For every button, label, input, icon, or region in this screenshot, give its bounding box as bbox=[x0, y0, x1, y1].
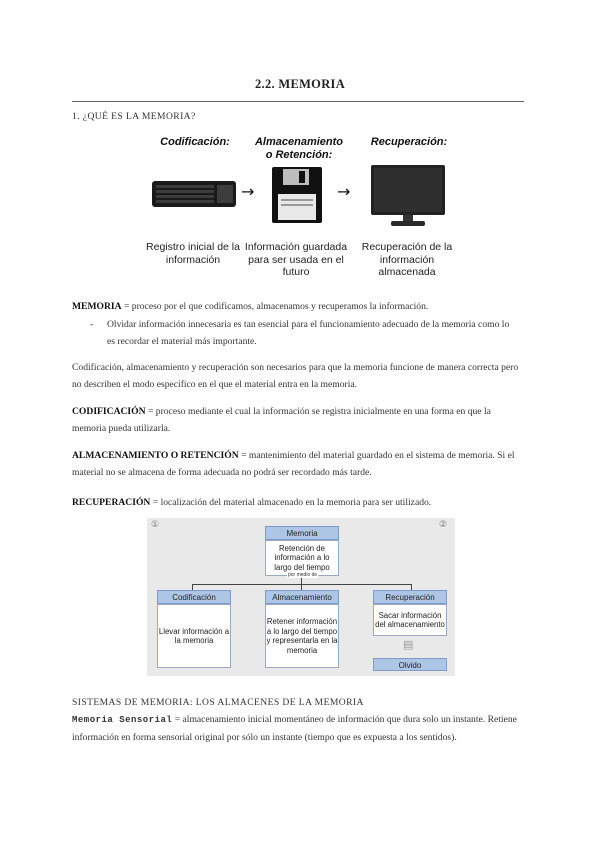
diagram-node-desc: Retener información a lo largo del tiempo y representarla en la memoria bbox=[265, 604, 339, 668]
stage-caption-codificacion: Registro inicial de la información bbox=[146, 241, 240, 266]
term: MEMORIA bbox=[72, 301, 122, 312]
stage-header-recuperacion: Recuperación: bbox=[370, 136, 448, 148]
definition-text: = proceso mediante el cual la información se registra inicialmente en una forma en que la memoria pueda utilizarla. bbox=[72, 406, 491, 434]
paragraph: Codificación, almacenamiento y recuperación son necesarios para que la memoria funcione de manera correcta pero no describen el modo específico en el que el material entra en la memoria. bbox=[72, 362, 519, 390]
definition-text: = mantenimiento del material guardado en el sistema de memoria. Si el material no se almacena de forma adecuada no podrá ser recordado más tarde. bbox=[72, 450, 515, 478]
definition-text: = localización del material almacenado en la memoria para ser utilizado. bbox=[150, 497, 432, 508]
almacenamiento-definition bbox=[72, 447, 524, 481]
term: RECUPERACIÓN bbox=[72, 497, 151, 508]
corner-marker: ① bbox=[151, 520, 160, 530]
arrow-right-icon: → bbox=[337, 182, 351, 201]
diagram-node-olvido: Olvido bbox=[373, 658, 447, 671]
term: ALMACENAMIENTO O RETENCIÓN bbox=[72, 450, 239, 461]
title-divider bbox=[72, 101, 524, 102]
memory-process-figure bbox=[147, 133, 455, 281]
definition-text: = almacenamiento inicial momentáneo de información que dura solo un instante. Retiene información en forma sensorial original por sólo un instante (tiempo que es expuesta a los sentidos). bbox=[72, 714, 517, 743]
floppy-disk-icon bbox=[271, 166, 323, 224]
corner-marker: ② bbox=[439, 520, 448, 530]
monitor-icon bbox=[369, 163, 447, 229]
term: CODIFICACIÓN bbox=[72, 406, 146, 417]
section-heading: 1. ¿QUÉ ES LA MEMORIA? bbox=[72, 111, 196, 122]
bullet-marker: - bbox=[90, 319, 94, 330]
diagram-node-codificacion: Codificación bbox=[157, 590, 231, 604]
definition-text: = proceso por el que codificamos, almacenamos y recuperamos la información. bbox=[121, 301, 429, 312]
stage-header-almacenamiento: Almacenamiento o Retención: bbox=[254, 136, 344, 161]
sensorial-definition bbox=[72, 711, 524, 746]
memory-diagram bbox=[147, 518, 455, 676]
stage-header-codificacion: Codificación: bbox=[160, 136, 230, 148]
codificacion-definition bbox=[72, 403, 524, 437]
section-heading: SISTEMAS DE MEMORIA: LOS ALMACENES DE LA MEMORIA bbox=[72, 697, 364, 708]
memoria-definition bbox=[72, 298, 524, 315]
arrow-right-icon: → bbox=[241, 182, 255, 201]
bullet-text: Olvidar información innecesaria es tan esencial para el funcionamiento adecuado de la memoria como lo es recordar el material más importante. bbox=[107, 319, 510, 347]
stage-caption-almacenamiento: Información guardada para ser usada en el futuro bbox=[244, 241, 348, 278]
diagram-node-desc: Sacar información del almacenamiento bbox=[373, 604, 447, 636]
recuperacion-definition bbox=[72, 494, 524, 511]
stage-caption-recuperacion: Recuperación de la información almacenada bbox=[361, 241, 453, 278]
keyboard-icon bbox=[151, 179, 237, 209]
diagram-node-recuperacion: Recuperación bbox=[373, 590, 447, 604]
term: Memoria Sensorial bbox=[72, 715, 173, 725]
page-title: 2.2. MEMORIA bbox=[254, 77, 346, 91]
diagram-node-memoria: Memoria bbox=[265, 526, 339, 540]
connector-label: por medio de bbox=[288, 572, 318, 578]
diagram-node-desc: Llevar información a la memoria bbox=[157, 604, 231, 668]
diagram-node-almacenamiento: Almacenamiento bbox=[265, 590, 339, 604]
diagram-node-desc: Retención de información a lo largo del tiempo bbox=[265, 540, 339, 576]
document-icon: ▤ bbox=[403, 638, 414, 651]
